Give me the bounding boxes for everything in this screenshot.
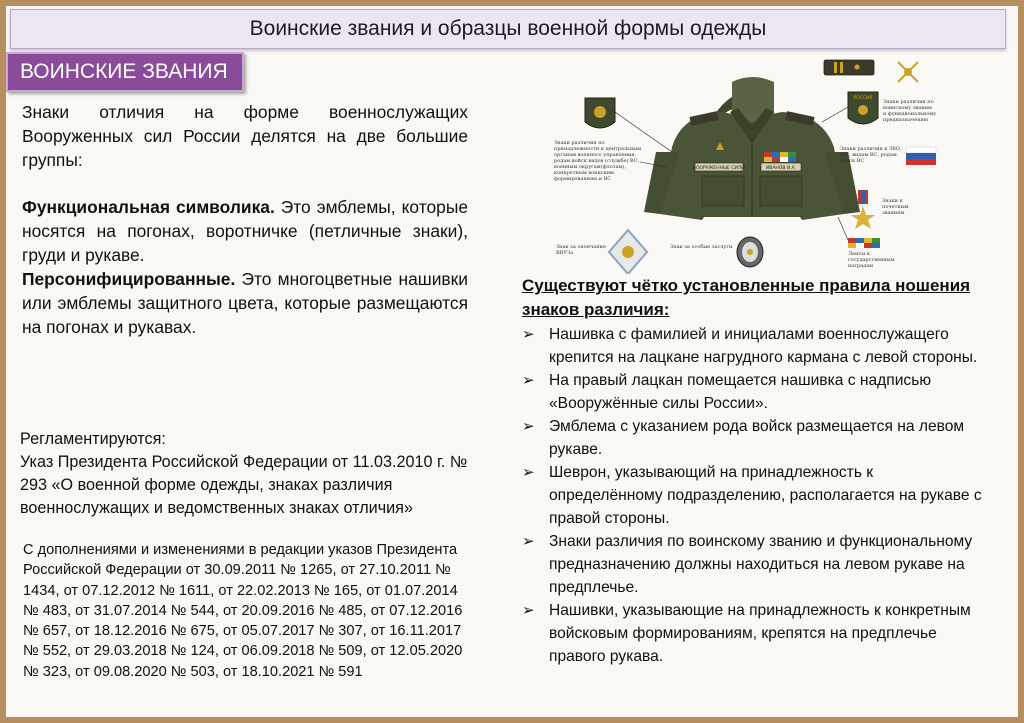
svg-text:Ленты к: Ленты к [848,251,870,257]
collar-insignia-icon [898,62,918,82]
list-item: ➢ Шеврон, указывающий на принадлежность к определённому подразделению, располагается на рукаве с правой стороны. [514,461,990,530]
svg-text:званиям: званиям [882,210,905,216]
label-right-bottom [848,251,895,269]
label-right-low [882,198,909,216]
label-bottom-left [556,244,606,256]
arrow-bullet-icon: ➢ [522,533,535,550]
regulation-text: Указ Президента Российской Федерации от 11.03.2010 г. № 293 «О военной форме одежды, знаках различия военнослужащих и ведомственных знаках отличия» [20,453,468,517]
svg-text:Знаки к: Знаки к [882,198,903,204]
personal-definition: Это многоцветные нашивки или эмблемы защитного цвета, которые размещаются на погонах и рукавах. [22,269,468,337]
branch-patch-icon [585,98,615,128]
svg-text:ВВУЗа: ВВУЗа [556,250,574,256]
svg-text:формированиям и ВС: формированиям и ВС [554,176,612,182]
functional-term: Функциональная символика. [22,197,275,217]
svg-text:конкретным воинским: конкретным воинским [554,170,614,176]
svg-text:принадлежности к центральным: принадлежности к центральным [554,146,642,152]
rules-list [514,323,990,668]
svg-text:государственным: государственным [848,257,895,263]
personal-term: Персонифицированные. [22,269,236,289]
arrow-bullet-icon: ➢ [522,602,535,619]
svg-text:органам военного управления,: органам военного управления, [554,152,637,158]
svg-text:Знаки различия по: Знаки различия по [554,140,605,146]
svg-text:военным округам(флотам),: военным округам(флотам), [554,164,626,170]
list-item: ➢ Нашивка с фамилией и инициалами военнослужащего крепится на лацкане нагрудного кармана с левой стороны. [514,323,990,369]
label-left-top [554,140,641,182]
label-right-mid [840,146,902,164]
regulation-block [20,428,490,520]
functional-paragraph [22,195,468,267]
arrow-bullet-icon: ➢ [522,326,535,343]
svg-text:родам войск видов (службе) ВС,: родам войск видов (службе) ВС, [554,158,640,164]
uniform-figure [552,52,950,274]
svg-text:почетным: почетным [882,204,909,210]
personal-paragraph [22,267,468,339]
label-right-top [883,99,936,123]
merit-badge-icon [737,237,763,267]
intro-paragraph: Знаки отличия на форме военнослужащих Вооруженных сил России делятся на две большие группы: [22,102,468,170]
name-tape-right-text: ИВАНОВ И.А. [765,166,797,171]
regulation-label: Регламентируются: [20,430,166,448]
svg-text:Знак за особые заслуги: Знак за особые заслуги [670,244,733,250]
page-title: Воинские звания и образцы военной формы одежды [249,17,767,40]
list-item: ➢ На правый лацкан помещается нашивка с надписью «Вооружённые силы России». [514,369,990,415]
rules-block [514,274,990,668]
svg-text:и функциональному: и функциональному [883,111,937,117]
ribbon-bars-icon [848,238,880,248]
section-tag: ВОИНСКИЕ ЗВАНИЯ [6,52,244,92]
arrow-bullet-icon: ➢ [522,418,535,435]
arrow-bullet-icon: ➢ [522,464,535,481]
russia-patch-text: РОССИЯ [853,96,873,101]
jacket [644,77,860,220]
uniform-illustration [552,52,950,274]
label-bottom-mid [670,243,733,250]
list-item: ➢ Эмблема с указанием рода войск размещается на левом рукаве. [514,415,990,461]
list-item: ➢ Нашивки, указывающие на принадлежность к конкретным войсковым формированиям, крепятся на предплечье правого рукава. [514,599,990,668]
amendments-text: С дополнениями и изменениями в редакции указов Президента Российской Федерации от 30.09.2011 № 1265, от 27.10.2011 № 1434, от 07.12.2012 № 1611, от 22.02.2013 № 165, от 01.07.2014 № 483, от 31.07.2014 № 544, от 20.09.2016 № 485, от 07.12.2016 № 657, от 18.12.2016 № 675, от 05.07.2017 № 307, от 16.11.2017 № 552, от 29.03.2018 № 124, от 06.09.2018 № 509, от 12.05.2020 № 323, от 09.08.2020 № 503, от 18.10.2021 № 591 [23,542,463,680]
russia-flag-icon [906,147,936,165]
shoulder-board-sample [824,60,874,75]
academy-badge-icon [609,230,647,274]
russia-patch-icon [848,92,878,124]
svg-text:войск ВС: войск ВС [840,158,865,164]
svg-text:воинскому званию: воинскому званию [883,105,933,111]
svg-text:ГШ, видам ВС, родам: ГШ, видам ВС, родам [840,152,897,158]
svg-text:Знаки различия к ЗВО,: Знаки различия к ЗВО, [840,146,902,152]
svg-text:предназначению: предназначению [883,117,929,123]
intro-text [22,100,468,339]
svg-text:Знак за окончание: Знак за окончание [556,244,606,250]
medal-ribbons [764,152,796,162]
svg-text:наградам: наградам [848,263,874,269]
name-tape-left-text: ВООРУЖЕННЫЕ СИЛЫ [692,166,746,171]
list-item: ➢ Знаки различия по воинскому званию и функциональному предназначению должны находиться на левом рукаве на предплечье. [514,530,990,599]
functional-definition: Это эмблемы, которые носятся на погонах, воротничке (петличные знаки), груди и рукаве. [22,197,468,265]
title-bar [10,9,1006,49]
svg-text:Знаки различия по: Знаки различия по [883,99,934,105]
rules-heading: Существуют чётко установленные правила ношения знаков различия: [522,276,971,319]
arrow-bullet-icon: ➢ [522,372,535,389]
